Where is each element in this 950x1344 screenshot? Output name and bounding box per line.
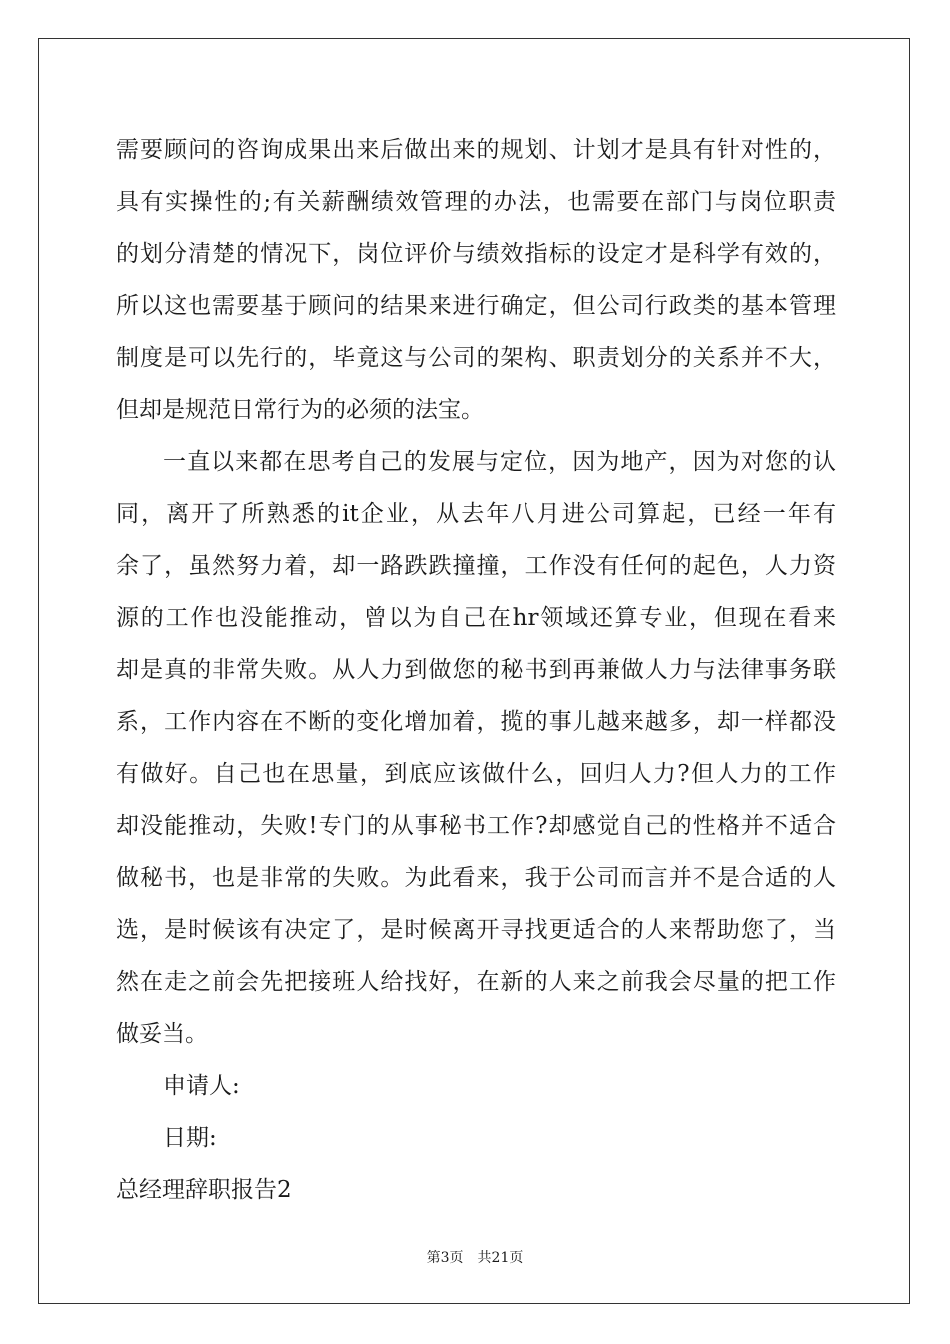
text-line: 做秘书，也是非常的失败。为此看来，我于公司而言并不是合适的人: [116, 865, 836, 891]
text-line: 所以这也需要基于顾问的结果来进行确定，但公司行政类的基本管理: [116, 293, 836, 319]
text-line: 具有实操性的;有关薪酬绩效管理的办法，也需要在部门与岗位职责: [116, 189, 836, 215]
text-line: 源的工作也没能推动，曾以为自己在hr领域还算专业，但现在看来: [116, 605, 836, 631]
text-line: 需要顾问的咨询成果出来后做出来的规划、计划才是具有针对性的，: [116, 137, 836, 163]
applicant-label: 申请人:: [163, 1073, 240, 1099]
text-line: 制度是可以先行的，毕竟这与公司的架构、职责划分的关系并不大，: [116, 345, 836, 371]
paragraph-1: [116, 124, 836, 436]
paragraph-2: [116, 436, 836, 1060]
text-line: 余了，虽然努力着，却一路跌跌撞撞，工作没有任何的起色，人力资: [116, 553, 836, 579]
text-line: 然在走之前会先把接班人给找好，在新的人来之前我会尽量的把工作: [116, 969, 836, 995]
page-footer: [0, 1247, 950, 1267]
text-line: 却没能推动，失败!专门的从事秘书工作?却感觉自己的性格并不适合: [116, 813, 836, 839]
next-section-title: 总经理辞职报告2: [116, 1177, 292, 1203]
text-line: 做妥当。: [116, 1021, 208, 1047]
text-line: 系，工作内容在不断的变化增加着，揽的事儿越来越多，却一样都没: [116, 709, 836, 735]
page-number-total: 共21页: [477, 1250, 524, 1266]
text-line: 但却是规范日常行为的必须的法宝。: [116, 397, 484, 423]
text-line: 同，离开了所熟悉的it企业，从去年八月进公司算起，已经一年有: [116, 501, 836, 527]
text-line: 的划分清楚的情况下，岗位评价与绩效指标的设定才是科学有效的，: [116, 241, 836, 267]
text-line: 却是真的非常失败。从人力到做您的秘书到再兼做人力与法律事务联: [116, 657, 836, 683]
text-line: 有做好。自己也在思量，到底应该做什么，回归人力?但人力的工作: [116, 761, 836, 787]
document-body: [116, 124, 836, 1216]
text-line: 选，是时候该有决定了，是时候离开寻找更适合的人来帮助您了，当: [116, 917, 836, 943]
page-number-current: 第3页: [426, 1250, 464, 1266]
date-label: 日期:: [163, 1125, 217, 1151]
signature-block: [116, 1060, 836, 1164]
text-line: 一直以来都在思考自己的发展与定位，因为地产，因为对您的认: [163, 449, 836, 475]
